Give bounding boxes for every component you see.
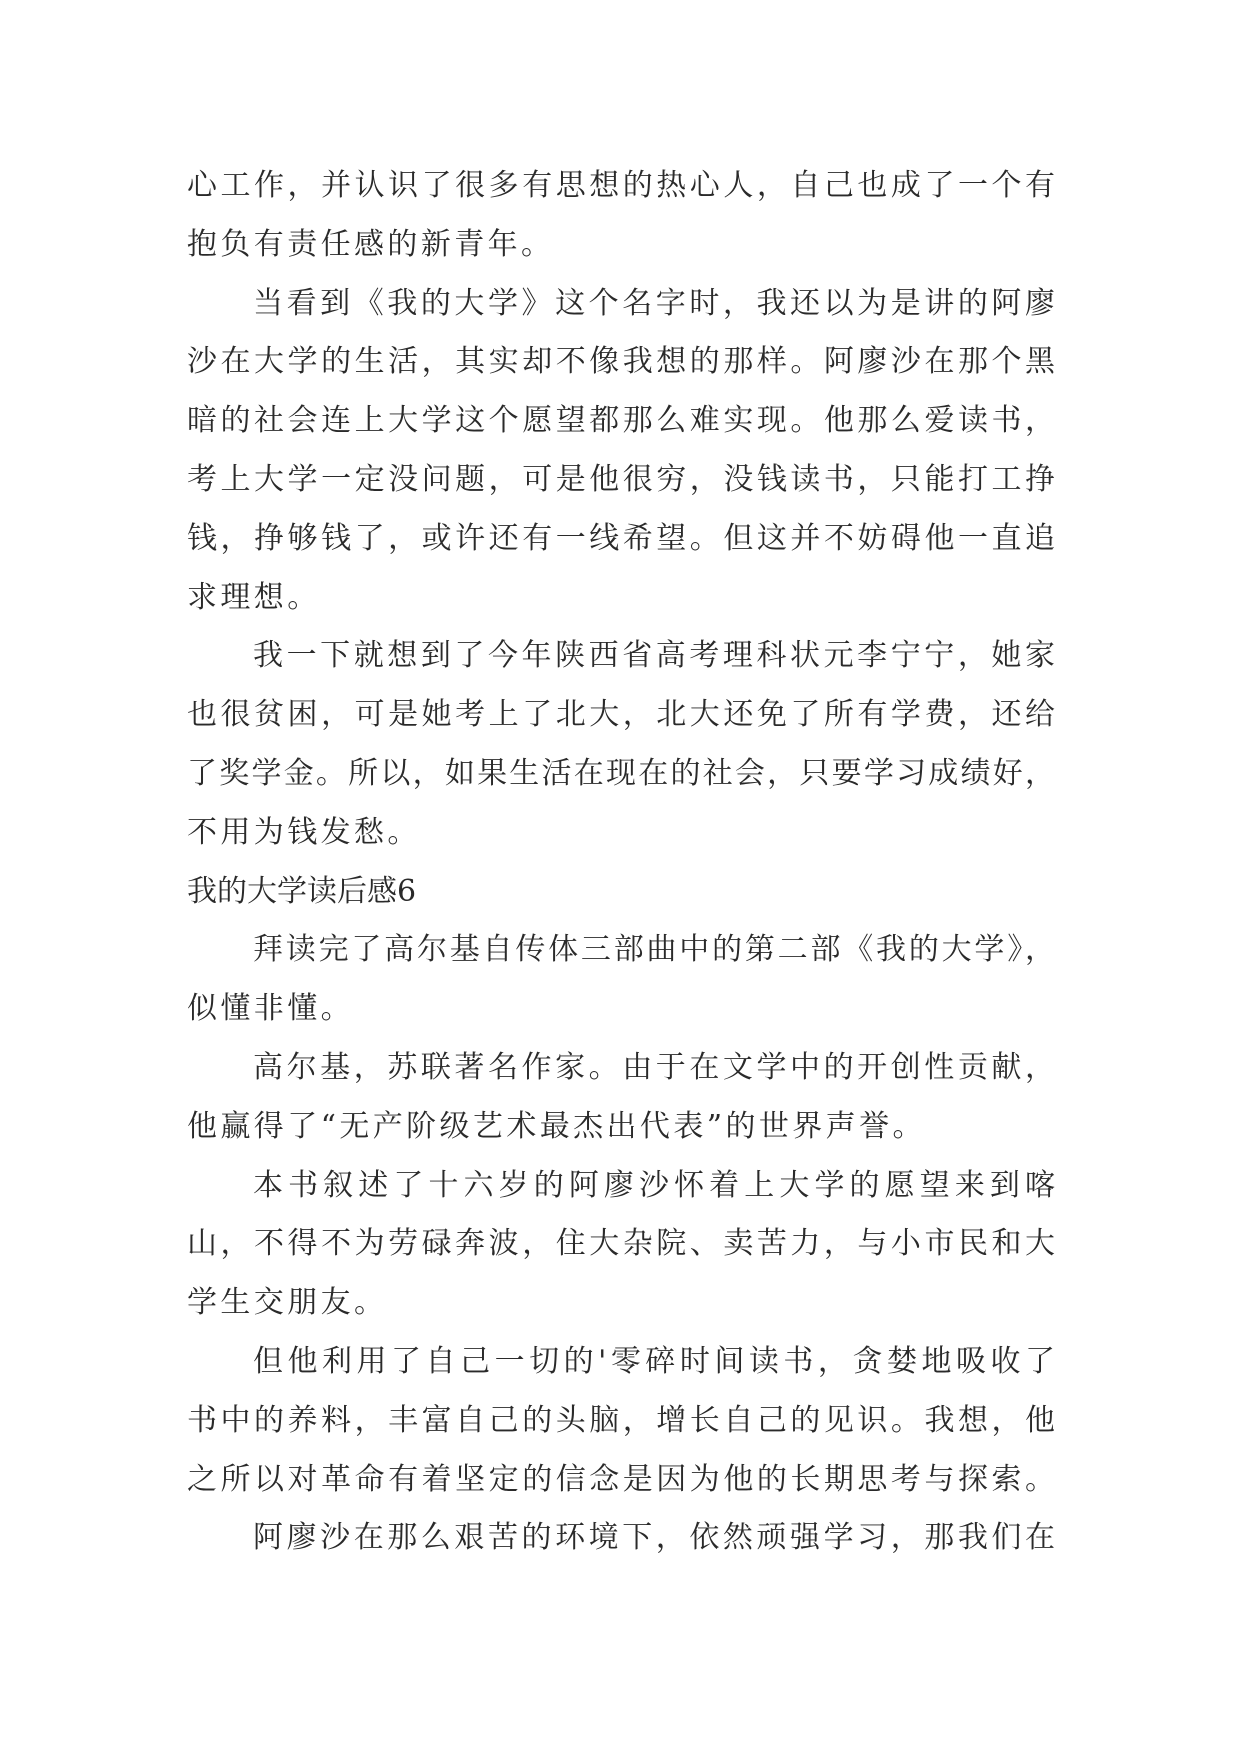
text-line: 也很贫困，可是她考上了北大，北大还免了所有学费，还给 — [187, 697, 1055, 733]
text-line: 了奖学金。所以，如果生活在现在的社会，只要学习成绩好， — [187, 755, 1055, 791]
text-line: 但他利用了自己一切的'零碎时间读书，贪婪地吸收了 — [253, 1343, 1055, 1379]
text-line: 阿廖沙在那么艰苦的环境下，依然顽强学习，那我们在 — [253, 1520, 1055, 1556]
text-line: 暗的社会连上大学这个愿望都那么难实现。他那么爱读书， — [187, 403, 1055, 439]
text-line: 拜读完了高尔基自传体三部曲中的第二部《我的大学》， — [253, 932, 1055, 968]
text-line: 学生交朋友。 — [187, 1285, 388, 1321]
text-line: 心工作，并认识了很多有思想的热心人，自己也成了一个有 — [187, 168, 1055, 203]
text-line: 似懂非懂。 — [187, 991, 354, 1027]
document-body — [187, 157, 1055, 1568]
text-line: 沙在大学的生活，其实却不像我想的那样。阿廖沙在那个黑 — [187, 344, 1055, 380]
text-line: 考上大学一定没问题，可是他很穷，没钱读书，只能打工挣 — [187, 461, 1055, 497]
text-line: 钱，挣够钱了，或许还有一线希望。但这并不妨碍他一直追 — [187, 520, 1055, 556]
text-line: 之所以对革命有着坚定的信念是因为他的长期思考与探索。 — [187, 1461, 1055, 1497]
text-line: 求理想。 — [187, 579, 321, 615]
text-line: 当看到《我的大学》这个名字时，我还以为是讲的阿廖 — [253, 285, 1055, 321]
text-line: 高尔基，苏联著名作家。由于在文学中的开创性贡献， — [253, 1049, 1055, 1085]
text-line: 抱负有责任感的新青年。 — [187, 226, 555, 262]
text-line: 我一下就想到了今年陕西省高考理科状元李宁宁，她家 — [253, 638, 1055, 674]
text-line: 不用为钱发愁。 — [187, 814, 421, 850]
text-line: 他赢得了“无产阶级艺术最杰出代表”的世界声誉。 — [187, 1108, 926, 1144]
text-line: 书中的养料，丰富自己的头脑，增长自己的见识。我想，他 — [187, 1402, 1055, 1438]
section-heading: 我的大学读后感6 — [187, 873, 417, 909]
text-line: 山，不得不为劳碌奔波，住大杂院、卖苦力，与小市民和大 — [187, 1226, 1055, 1262]
text-line: 本书叙述了十六岁的阿廖沙怀着上大学的愿望来到喀 — [253, 1167, 1055, 1203]
